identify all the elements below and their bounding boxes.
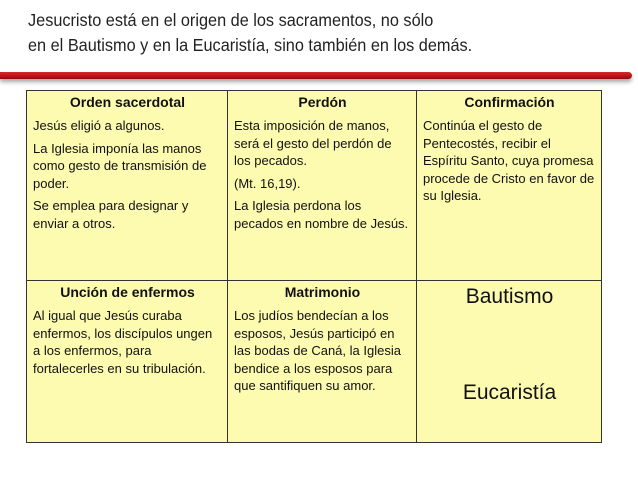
cell-paragraph: (Mt. 16,19).	[234, 175, 301, 191]
cell-heading: Matrimonio	[284, 284, 361, 300]
cell-uncion-enfermos	[27, 281, 228, 443]
cell-orden-sacerdotal	[27, 91, 228, 281]
cell-perdon	[228, 91, 417, 281]
slide-title	[28, 8, 586, 58]
cell-paragraph: Al igual que Jesús curaba enfermos, los discípulos ungen a los enfermos, para fortalecerles en su tribulación.	[33, 308, 213, 376]
title-line-1: Jesucristo está en el origen de los sacramentos, no sólo	[28, 10, 434, 30]
cell-paragraph: Jesús eligió a algunos.	[33, 118, 165, 133]
cell-bautismo-eucaristia	[417, 281, 602, 443]
cell-paragraph: Se emplea para designar y enviar a otros.	[33, 198, 189, 231]
bautismo-label: Bautismo	[465, 285, 554, 308]
cell-heading: Perdón	[298, 94, 347, 110]
red-divider-bar	[0, 72, 632, 79]
title-line-2: en el Bautismo y en la Eucaristía, sino también en los demás.	[28, 35, 473, 55]
cell-paragraph: La Iglesia perdona los pecados en nombre de Jesús.	[234, 198, 409, 231]
table-row	[27, 281, 602, 443]
cell-paragraph: Continúa el gesto de Pentecostés, recibir el Espíritu Santo, cuya promesa procede de Cristo en favor de su Iglesia.	[423, 118, 595, 204]
table-row	[27, 91, 602, 281]
cell-paragraph: Esta imposición de manos, será el gesto del perdón de los pecados.	[234, 118, 392, 169]
cell-matrimonio	[228, 281, 417, 443]
cell-heading: Orden sacerdotal	[69, 94, 186, 110]
cell-heading: Unción de enfermos	[60, 284, 195, 300]
sacraments-table	[26, 90, 602, 443]
cell-confirmacion	[417, 91, 602, 281]
cell-paragraph: La Iglesia imponía las manos como gesto de transmisión de poder.	[33, 140, 207, 191]
cell-heading: Confirmación	[464, 94, 555, 110]
cell-paragraph: Los judíos bendecían a los esposos, Jesús participó en las bodas de Caná, la Iglesia bendice a los esposos para que santifiquen su amor.	[234, 308, 401, 394]
eucaristia-label: Eucaristía	[462, 381, 557, 404]
